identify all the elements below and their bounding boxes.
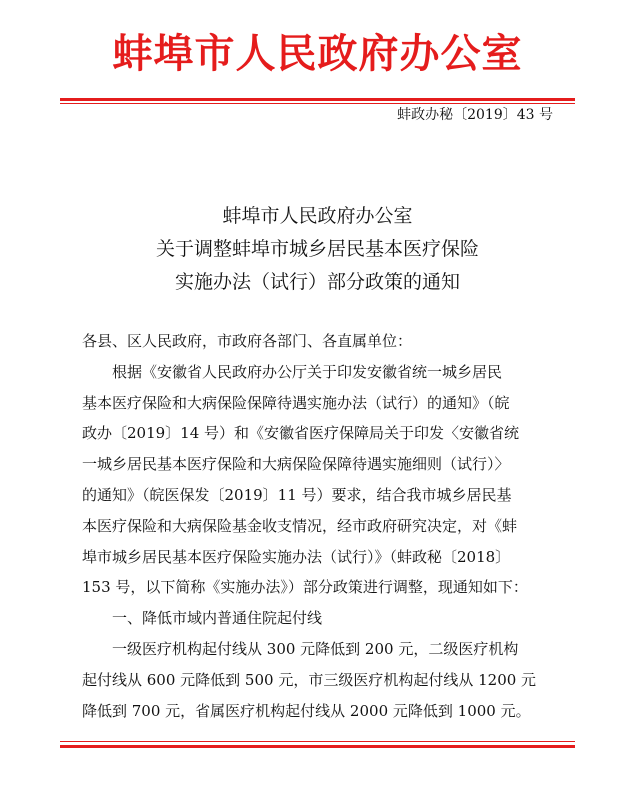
paragraph-1-line: 埠市城乡居民基本医疗保险实施办法（试行）》（蚌政秘〔2018〕 xyxy=(82,547,511,566)
title-line-1: 蚌埠市人民政府办公室 xyxy=(222,205,413,227)
title-line-3: 实施办法（试行）部分政策的通知 xyxy=(174,271,460,293)
document-number: 蚌政办秘〔2019〕43 号 xyxy=(397,107,553,123)
paragraph-1 xyxy=(82,357,557,603)
paragraph-2-line: 降低到 700 元，省属医疗机构起付线从 2000 元降低到 1000 元。 xyxy=(82,701,531,720)
masthead-title: 蚌埠市人民政府办公室 xyxy=(112,30,523,77)
masthead-rule-thick xyxy=(60,98,575,101)
paragraph-1-line: 本医疗保险和大病保险基金收支情况，经市政府研究决定，对《蚌 xyxy=(82,516,518,535)
title-line-2: 关于调整蚌埠市城乡居民基本医疗保险 xyxy=(155,238,479,260)
paragraph-1-line: 的通知》（皖医保发〔2019〕11 号）要求，结合我市城乡居民基 xyxy=(82,485,512,504)
masthead-rule-thin xyxy=(60,103,575,104)
paragraph-1-line: 153 号，以下简称《实施办法》）部分政策进行调整，现通知如下： xyxy=(82,578,528,597)
paragraph-2-line: 起付线从 600 元降低到 500 元，市三级医疗机构起付线从 1200 元 xyxy=(82,670,537,689)
paragraph-2 xyxy=(82,634,557,726)
paragraph-1-line: 一城乡居民基本医疗保险和大病保险保障待遇实施细则（试行）〉 xyxy=(82,455,510,474)
document-body xyxy=(82,326,557,726)
footer-rule-thick xyxy=(60,745,575,748)
paragraph-2-line: 一级医疗机构起付线从 300 元降低到 200 元，二级医疗机构 xyxy=(112,639,519,658)
paragraph-1-line: 政办〔2019〕14 号）和《安徽省医疗保障局关于印发〈安徽省统 xyxy=(82,424,520,443)
document-title xyxy=(0,200,635,299)
section-1-heading: 一、降低市域内普通住院起付线 xyxy=(112,609,323,628)
paragraph-1-line: 根据《安徽省人民政府办公厅关于印发安徽省统一城乡居民 xyxy=(112,362,503,381)
salutation: 各县、区人民政府，市政府各部门、各直属单位： xyxy=(82,332,413,350)
paragraph-1-line: 基本医疗保险和大病保险保障待遇实施办法（试行）的通知》（皖 xyxy=(82,393,510,412)
footer-rule-thin xyxy=(60,741,575,742)
